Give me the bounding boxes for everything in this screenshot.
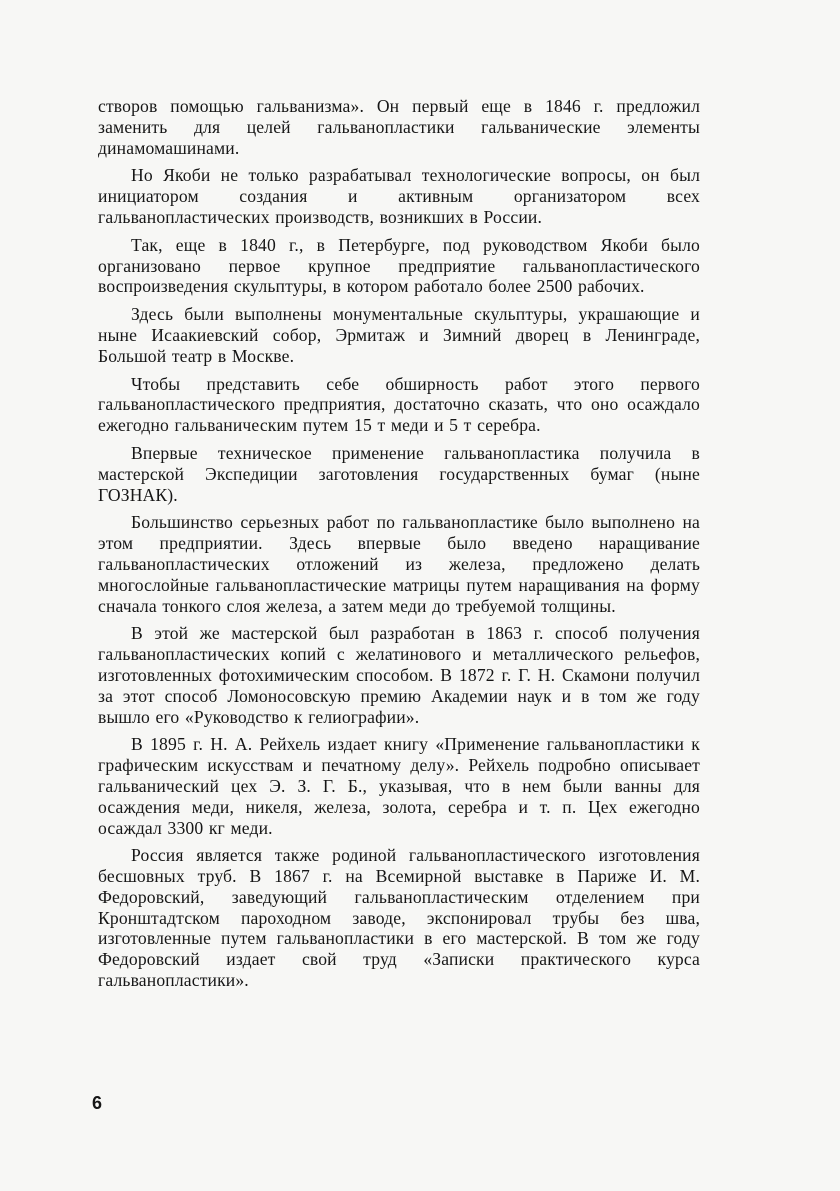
paragraph-10: Россия является также родиной гальванопластического изготовления бесшовных труб. В 1867 г. на Всемирной выставке в Париже И. М. Федоровский, заведующий гальванопластическим отделением при Кронштадтском пароходном заводе, экспонировал трубы без шва, изготовленные путем гальванопластики в его мастерской. В том же году Федоровский издает свой труд «Записки практического курса гальванопластики».	[98, 845, 700, 991]
paragraph-7: Большинство серьезных работ по гальванопластике было выполнено на этом предприятии. Здесь впервые было введено наращивание гальванопластических отложений из железа, предложено делать многослойные гальванопластические матрицы путем наращивания на форму сначала тонкого слоя железа, а затем меди до требуемой толщины.	[98, 512, 700, 616]
page-number: 6	[92, 1093, 103, 1113]
paragraph-8: В этой же мастерской был разработан в 1863 г. способ получения гальванопластических копий с желатинового и металлического рельефов, изготовленных фотохимическим способом. В 1872 г. Г. Н. Скамони получил за этот способ Ломоносовскую премию Академии наук и в том же году вышло его «Руководство к гелиографии».	[98, 623, 700, 727]
paragraph-2: Но Якоби не только разрабатывал технологические вопросы, он был инициатором создания и активным организатором всех гальванопластических производств, возникших в России.	[98, 165, 700, 227]
paragraph-1: створов помощью гальванизма». Он первый еще в 1846 г. предложил заменить для целей гальванопластики гальванические элементы динамомашинами.	[98, 96, 700, 158]
paragraph-6: Впервые техническое применение гальванопластика получила в мастерской Экспедиции заготовления государственных бумаг (ныне ГОЗНАК).	[98, 442, 700, 505]
body-text	[98, 96, 700, 998]
paragraph-9: В 1895 г. Н. А. Рейхель издает книгу «Применение гальванопластики к графическим искусствам и печатному делу». Рейхель подробно описывает гальванический цех Э. З. Г. Б., указывая, что в нем были ванны для осаждения меди, никеля, железа, золота, серебра и т. п. Цех ежегодно осаждал 3300 кг меди.	[98, 734, 700, 838]
paragraph-4: Здесь были выполнены монументальные скульптуры, украшающие и ныне Исаакиевский собор, Эрмитаж и Зимний дворец в Ленинграде, Большой театр в Москве.	[98, 304, 700, 366]
paragraph-3: Так, еще в 1840 г., в Петербурге, под руководством Якоби было организовано первое крупное предприятие гальванопластического воспроизведения скульптуры, в котором работало более 2500 рабочих.	[98, 234, 700, 297]
paragraph-5: Чтобы представить себе обширность работ этого первого гальванопластического предприятия, достаточно сказать, что оно осаждало ежегодно гальваническим путем 15 т меди и 5 т серебра.	[98, 373, 700, 436]
